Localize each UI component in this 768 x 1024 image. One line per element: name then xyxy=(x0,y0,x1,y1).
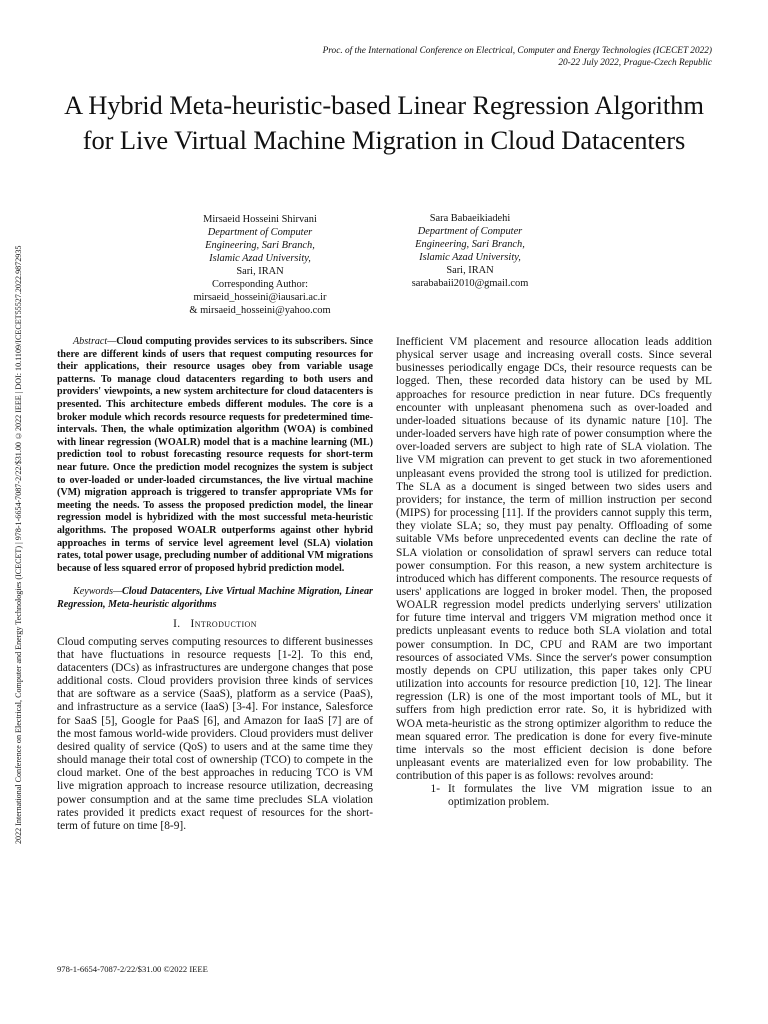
author-email: mirsaeid_hosseini@iausari.ac.ir xyxy=(193,292,327,303)
right-column xyxy=(396,336,712,810)
contribution-item xyxy=(396,783,712,809)
author-university: Islamic Azad University, xyxy=(209,253,311,264)
author-role: Corresponding Author: xyxy=(211,279,309,290)
abstract-text: Cloud computing provides services to its subscribers. Since there are different kinds of users that request computing resources for their applications, their resource usages obey from variable usage patterns. To manage cloud datacenters regarding to both users and providers' viewpoints, a new system architecture for cloud datacenters is presented. This architecture embeds different modules. The core is a broker module which records resource requests for predetermined time-intervals. Then, the whale optimization algorithm (WOA) is combined with linear regression (WOALR) model that is a machine learning (ML) prediction tool to robust forecasting resource requests for short-term near future. Once the prediction model recognizes the system is subject to over-loaded or under-loaded circumstances, the live virtual machine (VM) migration approach is triggered to transfer appropriate VMs for meeting the needs. To assess the proposed prediction model, the linear regression model is hybridized with the most successful meta-heuristic algorithms. The proposed WOALR outperforms against other hybrid approaches in terms of service level agreement level (SLA) violation rates, total power usage, precluding number of additional VM migrations because of less squared error of proposed hybrid prediction model. xyxy=(57,336,373,574)
keywords-label: Keywords— xyxy=(73,586,122,598)
author-department: Department of Computer xyxy=(417,226,523,237)
conference-header xyxy=(192,45,712,69)
author-name: Mirsaeid Hosseini Shirvani xyxy=(203,214,317,225)
list-marker: 1- xyxy=(430,783,440,796)
author-city: Sari, IRAN xyxy=(446,265,494,276)
keywords-text: Cloud Datacenters, Live Virtual Machine Migration, Linear Regression, Meta-heuristic algorithms xyxy=(57,586,373,610)
conference-name: Proc. of the International Conference on Electrical, Computer and Energy Technologies (ICECET 2022) xyxy=(322,46,712,56)
author-university: Islamic Azad University, xyxy=(419,252,521,263)
section-title: Introduction xyxy=(190,618,257,631)
section-number: I. xyxy=(173,618,181,631)
author-branch: Engineering, Sari Branch, xyxy=(205,240,315,251)
conference-date-location: 20-22 July 2022, Prague-Czech Republic xyxy=(558,58,712,68)
paper-title: A Hybrid Meta-heuristic-based Linear Regression Algorithm for Live Virtual Machine Migration in Cloud Datacenters xyxy=(64,90,704,155)
intro-paragraph-2: Inefficient VM placement and resource allocation leads addition physical server usage and increasing overall costs. Since several businesses periodically engage DCs, their resource requests can be logged. Then, these recorded data history can be used by ML approaches for resource prediction in near future. DCs frequently encounter with unpleasant phenomena such as over-loaded and under-loaded situations because of its dynamic nature [10]. The under-loaded servers have high rate of power consumption where the over-loaded servers are subject to high rate of SLA violation. The live VM migration can prevent to get stuck in two aforementioned unpleasant evens provided the strong tool is utilized for prediction. The SLA as a document is singed between two sides users and providers; for instance, the term of million instruction per second (MIPS) for processing [11]. If the providers cannot supply this term, they violate SLA; so, they must pay penalty. Offloading of some suitable VMs before unprecedented events can decline the rate of SLA violation or consolidation of sprawl servers can reduce total power consumption. For this reason, a new system architecture is introduced which has different components. The resource requests of users' applications are logged in broker model. Then, the proposed WOALR regression model predicts underlying servers' utilization for future time interval and triggers VM migration method once it predicts unpleasant events to reduce both SLA violation and total power consumption. In DC, CPU and RAM are two important resources of associated VMs. Since the server's power consumption mostly depends on CPU utilization, this paper takes only CPU utilization into accounts for resource prediction [10, 12]. The linear regression (LR) is one of the most important tools of ML, but it suffers from high prediction error rate. So, it is hybridized with WOA meta-heuristic as the strong optimizer algorithm to reduce the mean squared error. The predication is done for every five-minute time intervals so the most efficient decision is done before unpleasant events are materialized even for low probability. The contribution of this paper is as follows: revolves around: xyxy=(396,336,712,783)
author-branch: Engineering, Sari Branch, xyxy=(415,239,525,250)
copyright-footer: 978-1-6654-7087-2/22/$31.00 ©2022 IEEE xyxy=(57,964,208,974)
author-email-alt: & mirsaeid_hosseini@yahoo.com xyxy=(189,305,331,316)
left-column xyxy=(57,336,373,833)
author-city: Sari, IRAN xyxy=(236,266,284,277)
keywords xyxy=(57,586,373,611)
author-name: Sara Babaeikiadehi xyxy=(429,213,511,224)
author-department: Department of Computer xyxy=(207,227,313,238)
abstract xyxy=(57,336,373,575)
author-block-2 xyxy=(360,212,580,290)
author-block-1 xyxy=(150,213,370,317)
list-item-text: It formulates the live VM migration issue to an optimization problem. xyxy=(448,783,712,809)
abstract-label: Abstract— xyxy=(73,336,117,347)
section-heading-introduction xyxy=(57,618,373,631)
author-email: sarababaii2010@gmail.com xyxy=(411,278,529,289)
intro-paragraph-1: Cloud computing serves computing resources to different businesses that have fluctuations in resource requests [1-2]. To this end, datacenters (DCs) as infrastructures are undergone changes that pose additional costs. Cloud providers provision three kinds of services that are software as a service (SaaS), platform as a service (PaaS), and infrastructure as a service (IaaS) [3-4]. For instance, Salesforce for SaaS [5], Google for PaaS [6], and Amazon for IaaS [7] are of the most famous world-wide providers. Cloud providers must deliver desired quality of service (QoS) to users and at the same time they should manage their total cost of ownership (TCO) to compete in the cloud market. One of the best approaches in reducing TCO is VM live migration approach to increase resource utilization, decreasing power consumption and at the same time precludes SLA violation rates provided it predicts exact request of resources for the short-term of future on time [8-9]. xyxy=(57,635,373,832)
ieee-doi-sidebar: 2022 International Conference on Electrical, Computer and Energy Technologies (ICECET) | 978-1-6654-7087-2/22/$31.00 ©2022 IEEE | DOI: 10.1109/ICECET55527.2022.9872935 xyxy=(14,245,23,845)
